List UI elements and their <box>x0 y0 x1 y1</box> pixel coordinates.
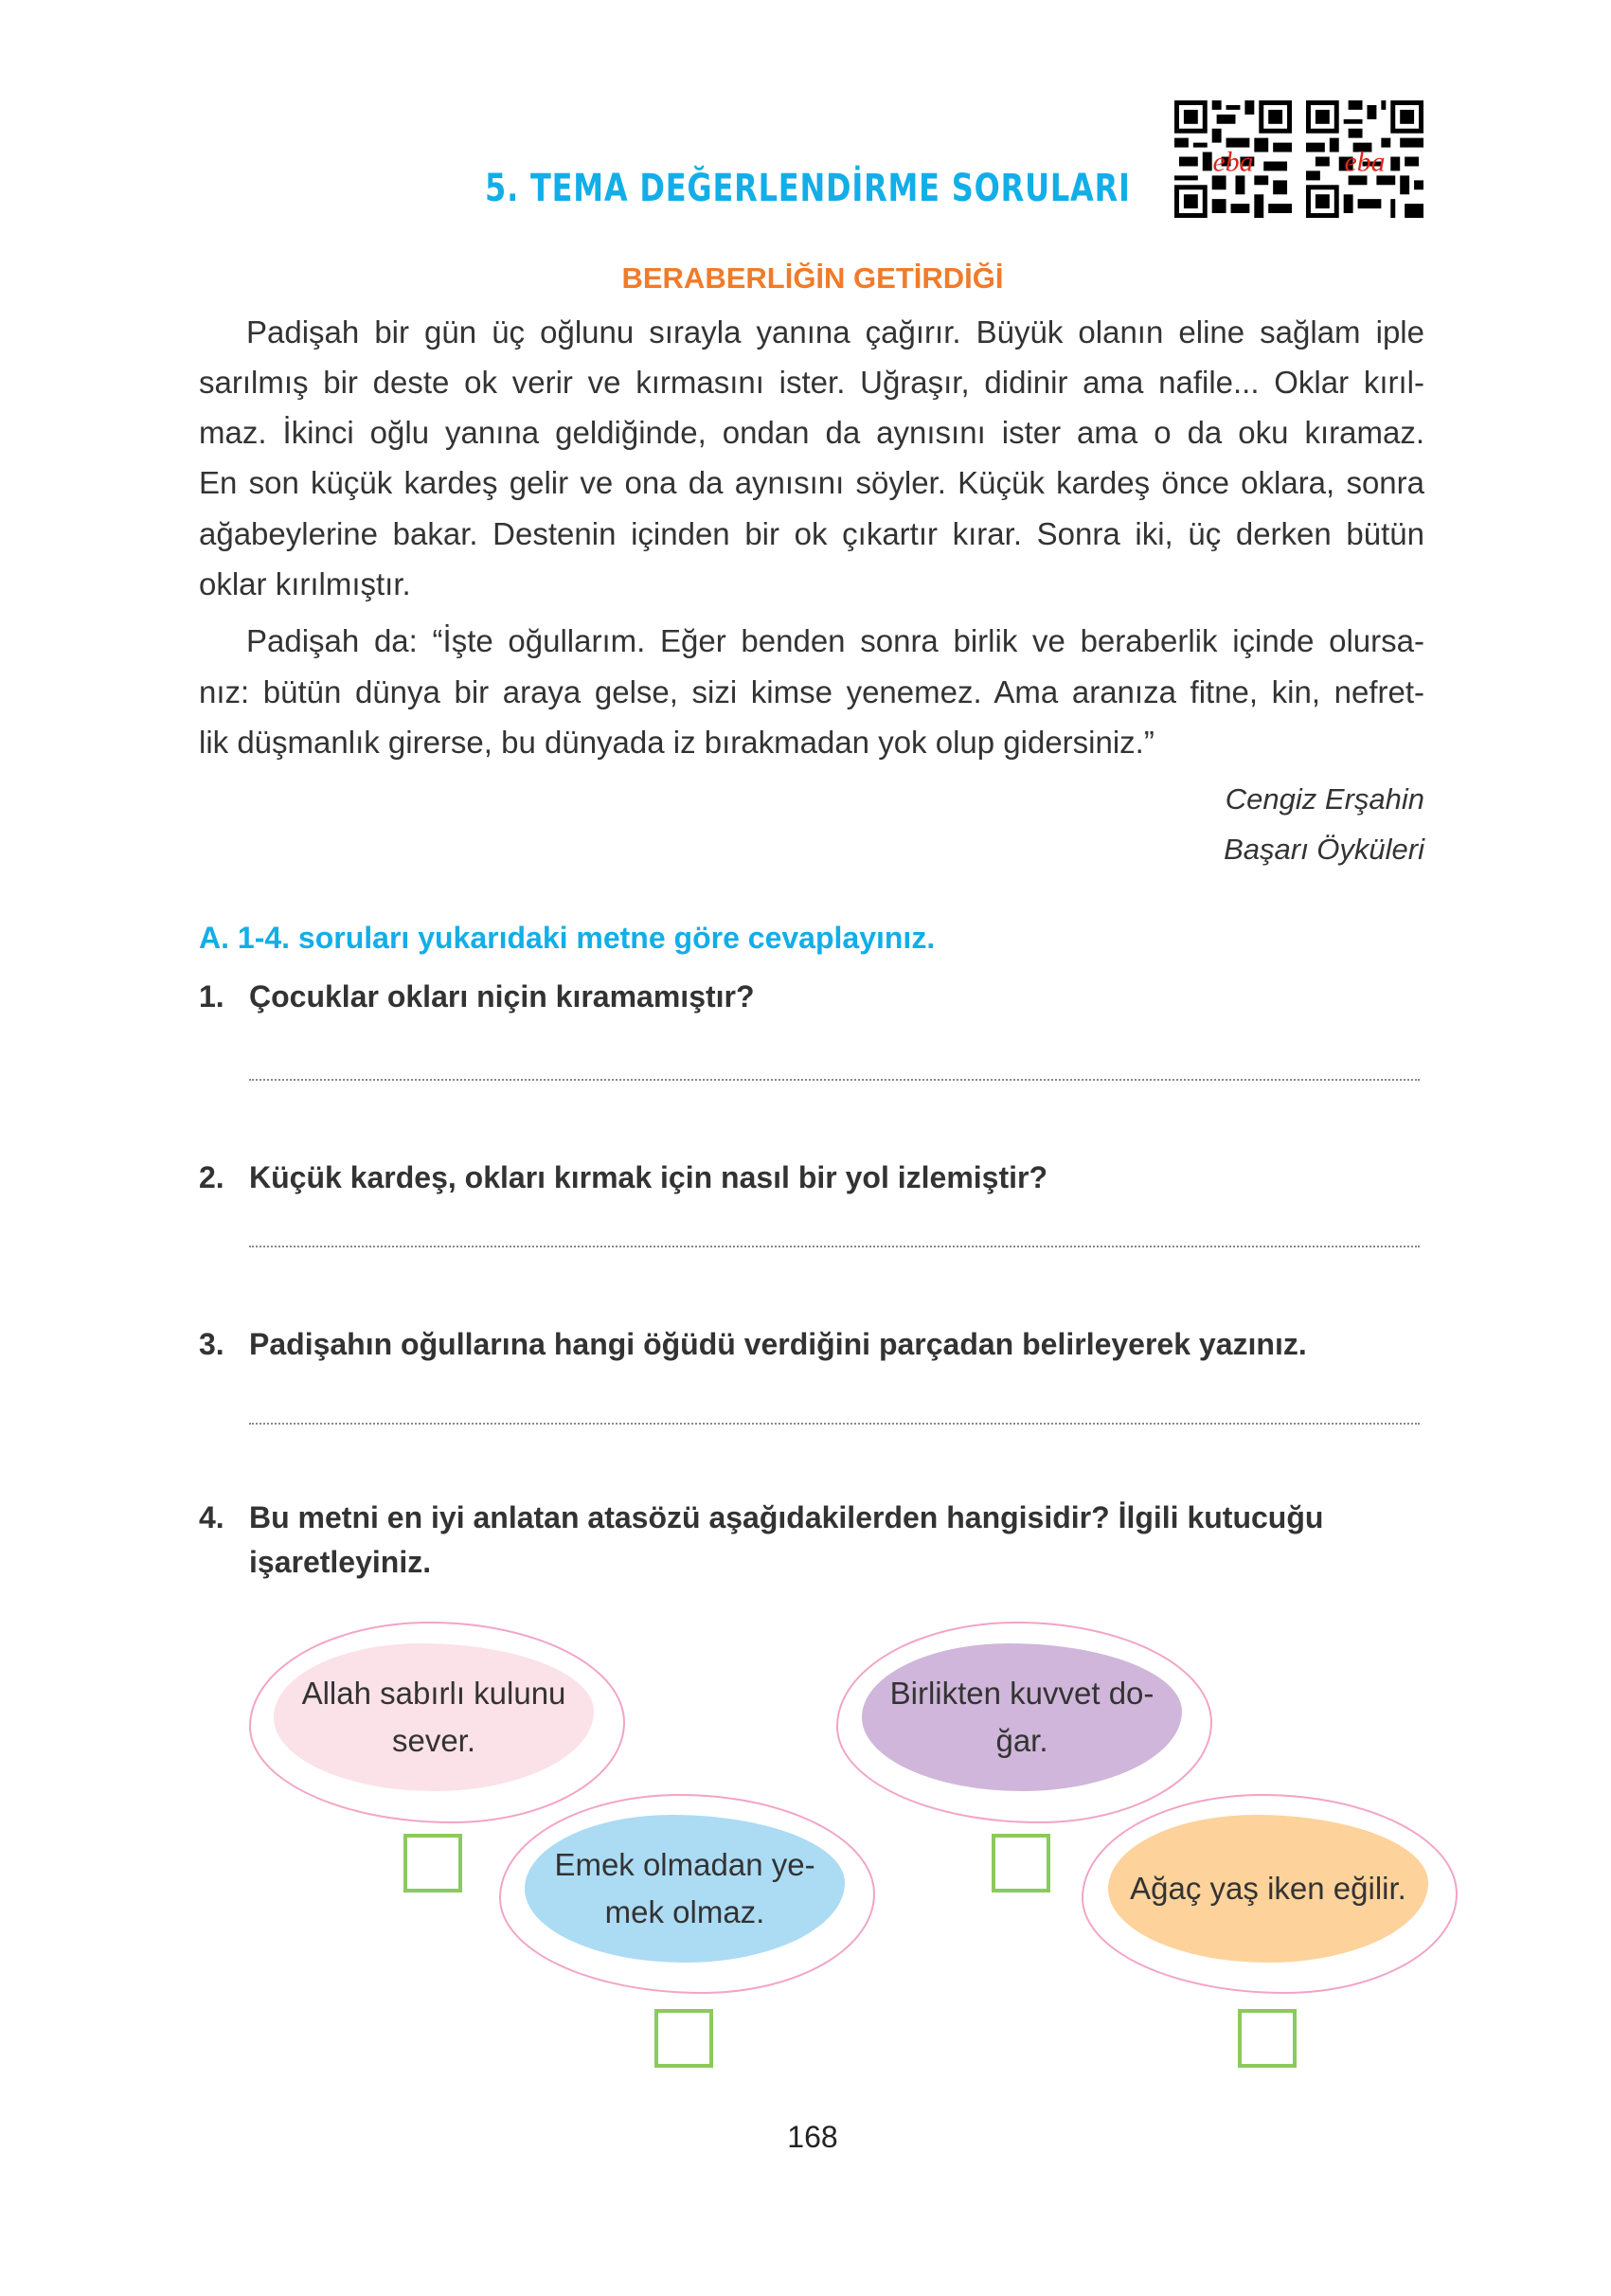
question-4-text-cont: işaretleyiniz. <box>249 1545 432 1579</box>
question-2-text: Küçük kardeş, okları kırmak için nasıl bir yol izlemiştir? <box>249 1160 1047 1194</box>
story-source: Başarı Öyküleri <box>1224 833 1424 866</box>
option-2-line2: ğar. <box>995 1723 1048 1758</box>
question-4-text: Bu metni en iyi anlatan atasözü aşağıdakilerden hangisidir? İlgili kutucuğu <box>249 1500 1324 1534</box>
story-line: oklar kırılmıştır. <box>199 566 411 601</box>
qr-code-1[interactable] <box>1174 100 1292 218</box>
story-line: ağabeylerine bakar. Destenin içinden bir ok çıkartır kırar. Sonra iki, üç derken bütün <box>199 516 1424 551</box>
eba-logo: eba <box>1212 146 1254 178</box>
option-2-checkbox[interactable] <box>992 1834 1050 1892</box>
story-line: maz. İkinci oğlu yanına geldiğinde, ondan da aynısını ister ama o da oku kıramaz. <box>199 415 1424 450</box>
option-4-checkbox[interactable] <box>1238 2009 1297 2068</box>
page-number: 168 <box>787 2120 838 2154</box>
option-3-line1: Emek olmadan ye- <box>554 1847 815 1882</box>
option-4-line1: Ağaç yaş iken eğilir. <box>1130 1871 1406 1906</box>
story-author: Cengiz Erşahin <box>1225 782 1424 816</box>
option-1-line1: Allah sabırlı kulunu <box>301 1676 566 1711</box>
page-title: 5. TEMA DEĞERLENDİRME SORULARI <box>485 167 1131 210</box>
option-1-checkbox[interactable] <box>403 1834 462 1892</box>
story-line: Padişah bir gün üç oğlunu sırayla yanına çağırır. Büyük olanın eline sağlam iple <box>246 314 1424 350</box>
story-line: En son küçük kardeş gelir ve ona da aynısını söyler. Küçük kardeş önce oklara, sonra <box>199 465 1424 500</box>
eba-logo: eba <box>1344 146 1386 178</box>
qr-code-icon <box>1174 100 1292 218</box>
question-3-number: 3. <box>199 1327 224 1361</box>
story-title: BERABERLİĞİN GETİRDİĞİ <box>621 261 1004 295</box>
story-line: lik düşmanlık girerse, bu dünyada iz bırakmadan yok olup gidersiniz.” <box>199 725 1155 760</box>
section-a-heading: A. 1-4. soruları yukarıdaki metne göre cevaplayınız. <box>199 921 936 955</box>
question-4-number: 4. <box>199 1500 224 1534</box>
answer-line-2[interactable] <box>249 1246 1420 1247</box>
question-1-text: Çocuklar okları niçin kıramamıştır? <box>249 979 755 1013</box>
story-line: sarılmış bir deste ok verir ve kırmasını ister. Uğraşır, didinir ama nafile... Oklar kırıl- <box>199 365 1424 400</box>
qr-code-2[interactable] <box>1306 100 1423 218</box>
option-2-line1: Birlikten kuvvet do- <box>889 1676 1155 1711</box>
option-1-line2: sever. <box>391 1723 476 1758</box>
story-line: nız: bütün dünya bir araya gelse, sizi kimse yenemez. Ama aranıza fitne, kin, nefret- <box>199 674 1424 709</box>
question-1-number: 1. <box>199 979 224 1013</box>
story-line: Padişah da: “İşte oğullarım. Eğer benden sonra birlik ve beraberlik içinde olursa- <box>246 623 1424 658</box>
qr-code-icon <box>1306 100 1423 218</box>
question-3-text: Padişahın oğullarına hangi öğüdü verdiğini parçadan belirleyerek yazınız. <box>249 1327 1307 1361</box>
option-3-line2: mek olmaz. <box>604 1894 765 1929</box>
answer-line-3[interactable] <box>249 1423 1420 1425</box>
question-2-number: 2. <box>199 1160 224 1194</box>
answer-line-1[interactable] <box>249 1079 1420 1081</box>
option-3-checkbox[interactable] <box>654 2009 713 2068</box>
